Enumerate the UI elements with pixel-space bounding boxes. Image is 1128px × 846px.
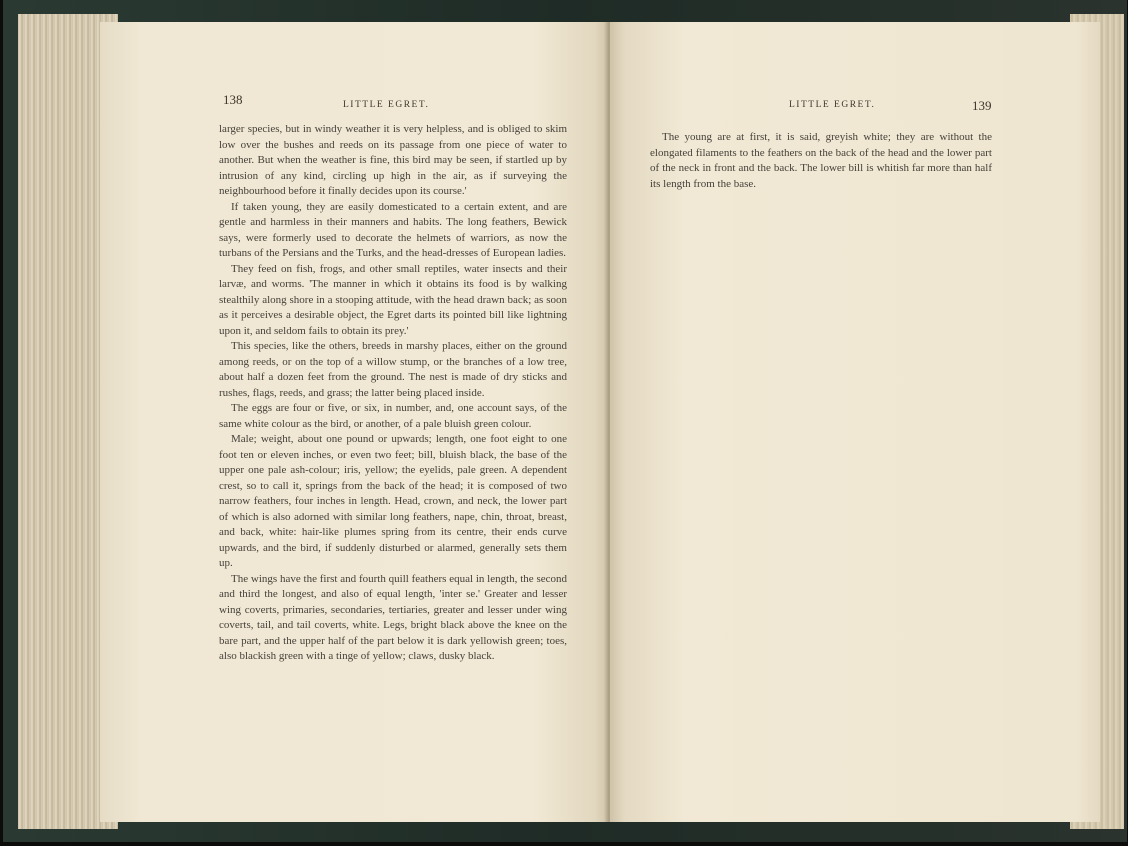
body-text: [650, 130, 992, 192]
page-number: 139: [972, 98, 992, 113]
paragraph: The young are at first, it is said, greyish white; they are without the elongated filaments to the feathers on the back of the head and the lower part of the neck in front and the back. The lower bill is whitish far more than half its length from the base.: [650, 131, 992, 190]
running-head: LITTLE EGRET.: [789, 100, 876, 110]
right-page: [610, 22, 1100, 822]
body-text: [219, 122, 567, 665]
running-head: LITTLE EGRET.: [343, 100, 430, 110]
left-page: [100, 22, 610, 822]
page-number: 138: [223, 92, 243, 107]
paragraph: This species, like the others, breeds in marshy places, either on the ground among reeds, or on the top of a willow stump, or the branches of a low tree, about half a dozen feet from the ground. The nest is made of dry sticks and rushes, flags, reeds, and grass; the latter being placed inside.: [219, 340, 567, 399]
paragraph: If taken young, they are easily domesticated to a certain extent, and are gentle and harmless in their manners and habits. The long feathers, Bewick says, were formerly used to decorate the helmets of warriors, as now the turbans of the Persians and the Turks, and the head-dresses of European ladies.: [219, 200, 567, 259]
paragraph: The wings have the first and fourth quill feathers equal in length, the second and third the longest, and also of equal length, 'inter se.' Greater and lesser wing coverts, primaries, secondaries, tertiaries, greater and lesser under wing coverts, tail, and tail coverts, white. Legs, bright black above the knee on the bare part, and the upper half of the part below it is dark yellowish green; toes, also blackish green with a tinge of yellow; claws, dusky black.: [219, 572, 567, 662]
paragraph: The eggs are four or five, or six, in number, and, one account says, of the same white colour as the bird, or another, of a pale bluish green colour.: [219, 402, 567, 430]
paragraph: Male; weight, about one pound or upwards; length, one foot eight to one foot ten or eleven inches, or even two feet; bill, bluish black, the base of the upper one pale ash-colour; iris, yellow; the eyelids, pale green. A dependent crest, so to call it, springs from the back of the head; it is composed of two narrow feathers, four inches in length. Head, crown, and neck, the lower part of which is also adorned with similar long feathers, nape, chin, throat, breast, and back, white: hair-like plumes spring from its centre, their ends curve upwards, and the bird, if suddenly disturbed or alarmed, generally sets them up.: [219, 433, 567, 569]
paragraph: larger species, but in windy weather it is very helpless, and is obliged to skim low over the bushes and reeds on its passage from one piece of water to another. But when the weather is fine, this bird may be seen, if startled up by intrusion of any kind, circling up high in the air, as if surveying the neighbourhood before it finally decides upon its course.': [219, 123, 567, 197]
paragraph: They feed on fish, frogs, and other small reptiles, water insects and their larvæ, and worms. 'The manner in which it obtains its food is by walking stealthily along shore in a stooping attitude, with the head drawn back; as soon as it perceives a desirable object, the Egret darts its pointed bill like lightning upon it, and seldom fails to obtain its prey.': [219, 262, 567, 337]
